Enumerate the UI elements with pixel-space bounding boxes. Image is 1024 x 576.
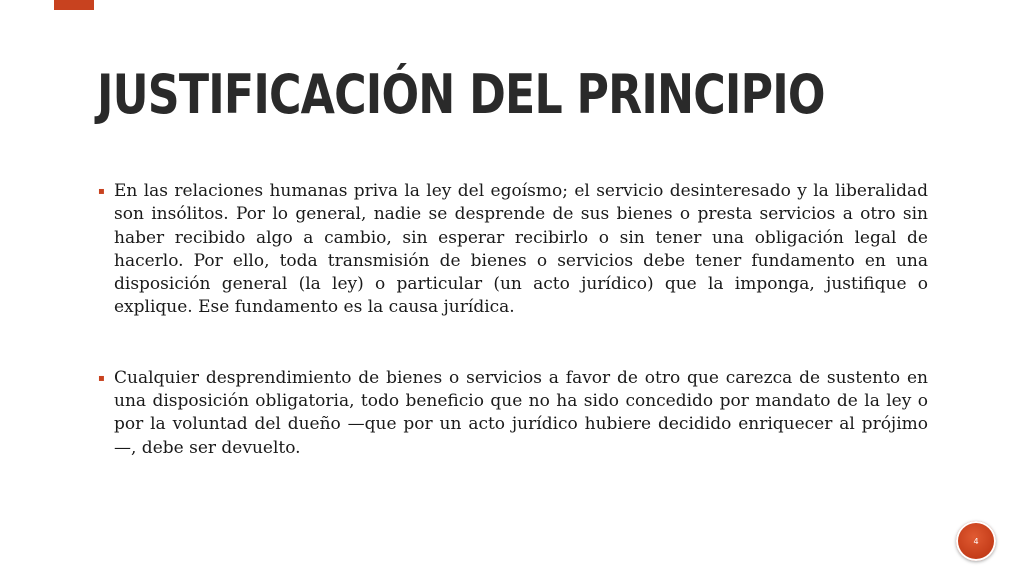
bullet-text-2: Cualquier desprendimiento de bienes o servicios a favor de otro que carezca de sustento en una disposición obligatoria, todo beneficio que no ha sido concedido por mandato de la ley o por la voluntad del dueño —que por un acto jurídico hubiere decidido enriquecer al prójimo—, debe ser devuelto. bbox=[114, 367, 928, 458]
square-bullet-icon: ▪ bbox=[98, 372, 105, 384]
accent-bar bbox=[54, 0, 94, 10]
bullet-item-2 bbox=[98, 367, 928, 460]
bullet-text-1: En las relaciones humanas priva la ley del egoísmo; el servicio desinteresado y la liberalidad son insólitos. Por lo general, nadie se desprende de sus bienes o presta servicios a otro sin haber recibido algo a cambio, sin esperar recibirlo o sin tener una obligación legal de hacerlo. Por ello, toda transmisión de bienes o servicios debe tener fundamento en una disposición general (la ley) o particular (un acto jurídico) que la imponga, justifique o explique. Ese fundamento es la causa jurídica. bbox=[114, 181, 928, 318]
slide-title: JUSTIFICACIÓN DEL PRINCIPIO bbox=[97, 63, 825, 126]
bullet-item-1 bbox=[98, 180, 928, 320]
page-number: 4 bbox=[973, 536, 979, 546]
square-bullet-icon: ▪ bbox=[98, 186, 105, 197]
page-number-badge bbox=[956, 521, 996, 561]
slide-content bbox=[98, 180, 928, 460]
